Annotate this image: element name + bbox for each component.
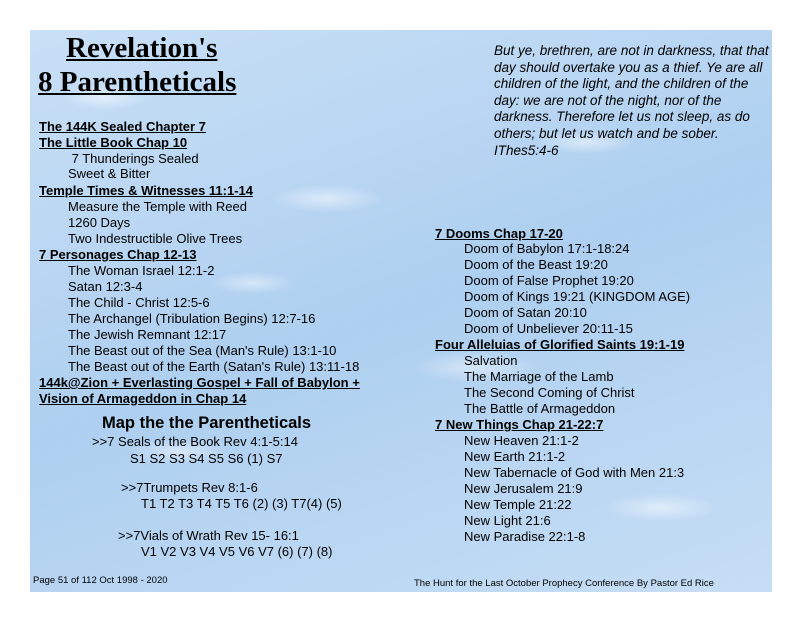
heading-chap-14-line-2: Vision of Armageddon in Chap 14 [39, 391, 247, 406]
personage-item: The Child - Christ 12:5-6 [68, 295, 210, 310]
personage-item: Satan 12:3-4 [68, 279, 143, 294]
vials-heading: >>7Vials of Wrath Rev 15- 16:1 [118, 528, 299, 543]
alleluia-item: The Battle of Armageddon [464, 401, 616, 416]
personage-item: The Archangel (Tribulation Begins) 12:7-16 [68, 311, 316, 326]
footer-conference: The Hunt for the Last October Prophecy Conference By Pastor Ed Rice [414, 578, 714, 589]
new-thing-item: New Heaven 21:1-2 [464, 433, 579, 448]
personage-item: The Jewish Remnant 12:17 [68, 327, 227, 342]
new-thing-item: New Light 21:6 [464, 513, 551, 528]
scripture-quote: But ye, brethren, are not in darkness, that that day should overtake you as a thief. Ye are all children of the light, and the children of the day: we are not of the night, nor of the darkness. Therefore let us not sleep, as do others; but let us watch and be sober. IThes5:4-6 [494, 43, 769, 158]
doom-item: Doom of Unbeliever 20:11-15 [464, 321, 633, 336]
trumpets-heading: >>7Trumpets Rev 8:1-6 [121, 480, 258, 495]
temple-times-item: Measure the Temple with Reed [68, 199, 247, 214]
heading-7-dooms: 7 Dooms Chap 17-20 [435, 226, 563, 241]
trumpets-list: T1 T2 T3 T4 T5 T6 (2) (3) T7(4) (5) [141, 496, 342, 511]
new-thing-item: New Jerusalem 21:9 [464, 481, 583, 496]
new-thing-item: New Earth 21:1-2 [464, 449, 566, 464]
temple-times-item: 1260 Days [68, 215, 131, 230]
title-line-1: Revelation's [66, 32, 218, 64]
little-book-item: Sweet & Bitter [68, 166, 151, 181]
heading-7-personages: 7 Personages Chap 12-13 [39, 247, 197, 262]
new-thing-item: New Paradise 22:1-8 [464, 529, 586, 544]
doom-item: Doom of Kings 19:21 (KINGDOM AGE) [464, 289, 691, 304]
personage-item: The Beast out of the Sea (Man's Rule) 13:1-10 [68, 343, 337, 358]
heading-144k-sealed: The 144K Sealed Chapter 7 [39, 119, 206, 134]
doom-item: Doom of the Beast 19:20 [464, 257, 608, 272]
personage-item: The Beast out of the Earth (Satan's Rule) 13:11-18 [68, 359, 360, 374]
seals-heading: >>7 Seals of the Book Rev 4:1-5:14 [92, 434, 298, 449]
temple-times-item: Two Indestructible Olive Trees [68, 231, 243, 246]
footer-page-info: Page 51 of 112 Oct 1998 - 2020 [33, 575, 168, 586]
alleluia-item: The Second Coming of Christ [464, 385, 635, 400]
doom-item: Doom of Babylon 17:1-18:24 [464, 241, 630, 256]
heading-little-book: The Little Book Chap 10 [39, 135, 188, 150]
heading-chap-14-line-1: 144k@Zion + Everlasting Gospel + Fall of Babylon + [39, 375, 360, 390]
new-thing-item: New Tabernacle of God with Men 21:3 [464, 465, 685, 480]
personage-item: The Woman Israel 12:1-2 [68, 263, 215, 278]
new-thing-item: New Temple 21:22 [464, 497, 572, 512]
heading-temple-times: Temple Times & Witnesses 11:1-14 [39, 183, 253, 198]
heading-7-new-things: 7 New Things Chap 21-22:7 [435, 417, 604, 432]
heading-four-alleluias: Four Alleluias of Glorified Saints 19:1-19 [435, 337, 685, 352]
seals-list: S1 S2 S3 S4 S5 S6 (1) S7 [130, 451, 283, 466]
vials-list: V1 V2 V3 V4 V5 V6 V7 (6) (7) (8) [141, 544, 333, 559]
doom-item: Doom of Satan 20:10 [464, 305, 587, 320]
alleluia-item: Salvation [464, 353, 518, 368]
little-book-item: 7 Thunderings Sealed [68, 151, 199, 166]
map-title: Map the the Parentheticals [102, 414, 312, 432]
alleluia-item: The Marriage of the Lamb [464, 369, 614, 384]
title-line-2: 8 Parentheticals [38, 66, 237, 98]
doom-item: Doom of False Prophet 19:20 [464, 273, 634, 288]
